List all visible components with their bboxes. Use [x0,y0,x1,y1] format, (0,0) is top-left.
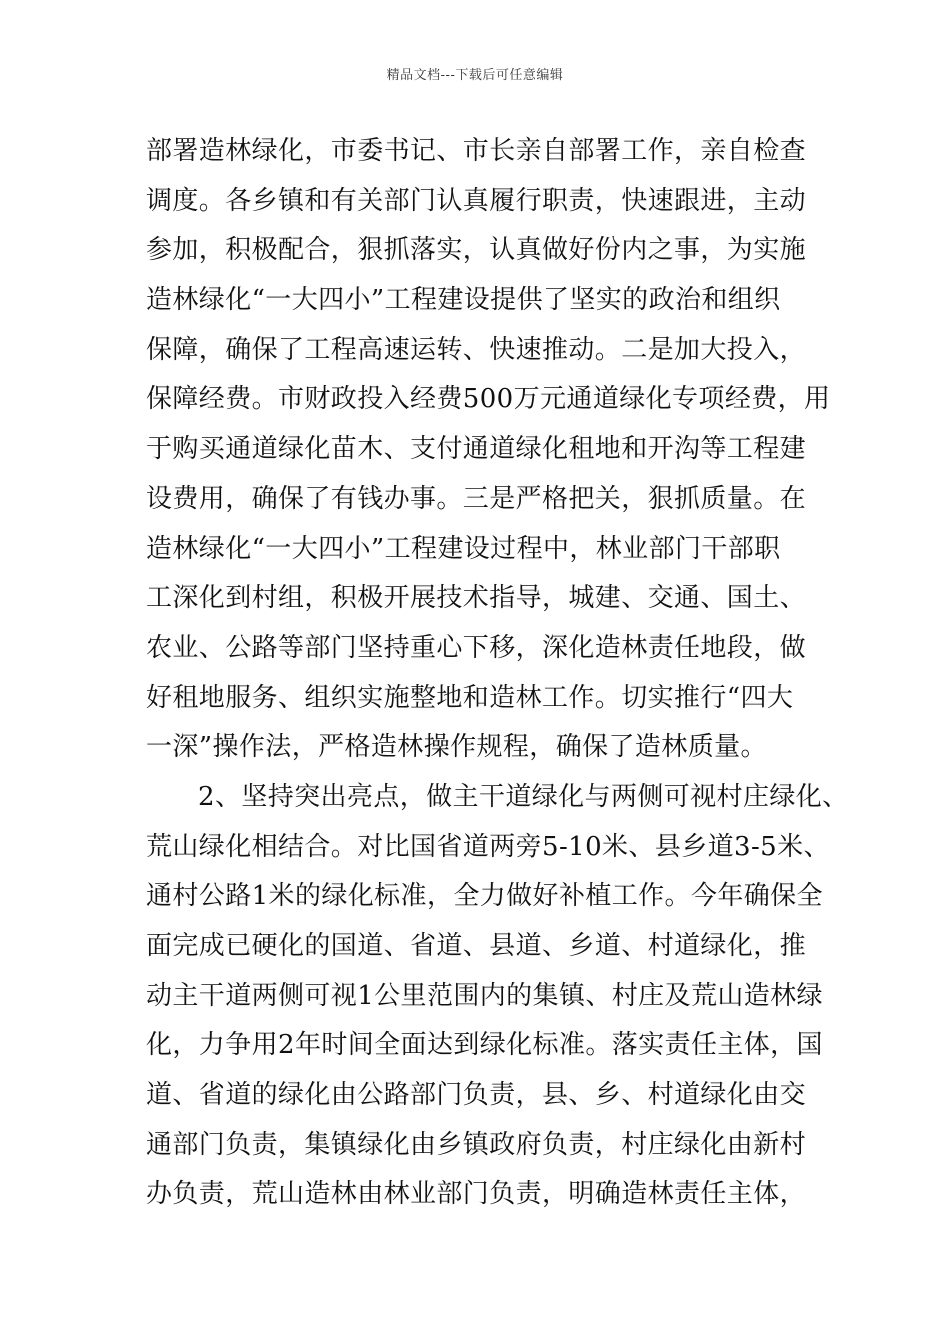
text-line: 办负责，荒山造林由林业部门负责，明确造林责任主体， [146,1179,807,1210]
text-line: 部署造林绿化，市委书记、市长亲自部署工作，亲自检查 [146,136,807,166]
text-line: 通村公路1米的绿化标准，全力做好补植工作。今年确保全 [146,881,823,912]
paragraph-start-line: 2、坚持突出亮点，做主干道绿化与两侧可视村庄绿化、 [198,781,849,812]
text-line: 保障经费。市财政投入经费500万元通道绿化专项经费，用 [146,384,831,415]
text-line: 荒山绿化相结合。对比国省道两旁5-10米、县乡道3-5米、 [146,831,830,862]
document-body [146,127,849,1220]
text-line: 化，力争用2年时间全面达到绿化标准。落实责任主体，国 [146,1030,823,1061]
text-line: 动主干道两侧可视1公里范围内的集镇、村庄及荒山造林绿 [146,980,823,1011]
text-line: 通部门负责，集镇绿化由乡镇政府负责，村庄绿化由新村 [146,1129,807,1160]
text-line: 面完成已硬化的国道、省道、县道、乡道、村道绿化，推 [146,931,807,961]
text-line: 造林绿化“一大四小”工程建设过程中，林业部门干部职 [146,533,781,564]
text-line: 一深”操作法，严格造林操作规程，确保了造林质量。 [146,732,767,763]
text-line: 保障，确保了工程高速运转、快速推动。二是加大投入， [146,334,807,365]
text-line: 参加，积极配合，狠抓落实，认真做好份内之事，为实施 [146,235,807,266]
text-line: 于购买通道绿化苗木、支付通道绿化租地和开沟等工程建 [146,434,807,465]
text-line: 设费用，确保了有钱办事。三是严格把关，狠抓质量。在 [146,483,807,514]
text-line: 调度。各乡镇和有关部门认真履行职责，快速跟进，主动 [146,185,807,216]
page-header: 精品文档---下载后可任意编辑 [386,68,564,83]
text-line: 造林绿化“一大四小”工程建设提供了坚实的政治和组织 [146,285,781,316]
text-line: 道、省道的绿化由公路部门负责，县、乡、村道绿化由交 [146,1080,807,1111]
text-line: 农业、公路等部门坚持重心下移，深化造林责任地段，做 [146,632,807,663]
text-line: 好租地服务、组织实施整地和造林工作。切实推行“四大 [146,682,794,713]
text-line: 工深化到村组，积极开展技术指导，城建、交通、国土、 [146,583,807,614]
